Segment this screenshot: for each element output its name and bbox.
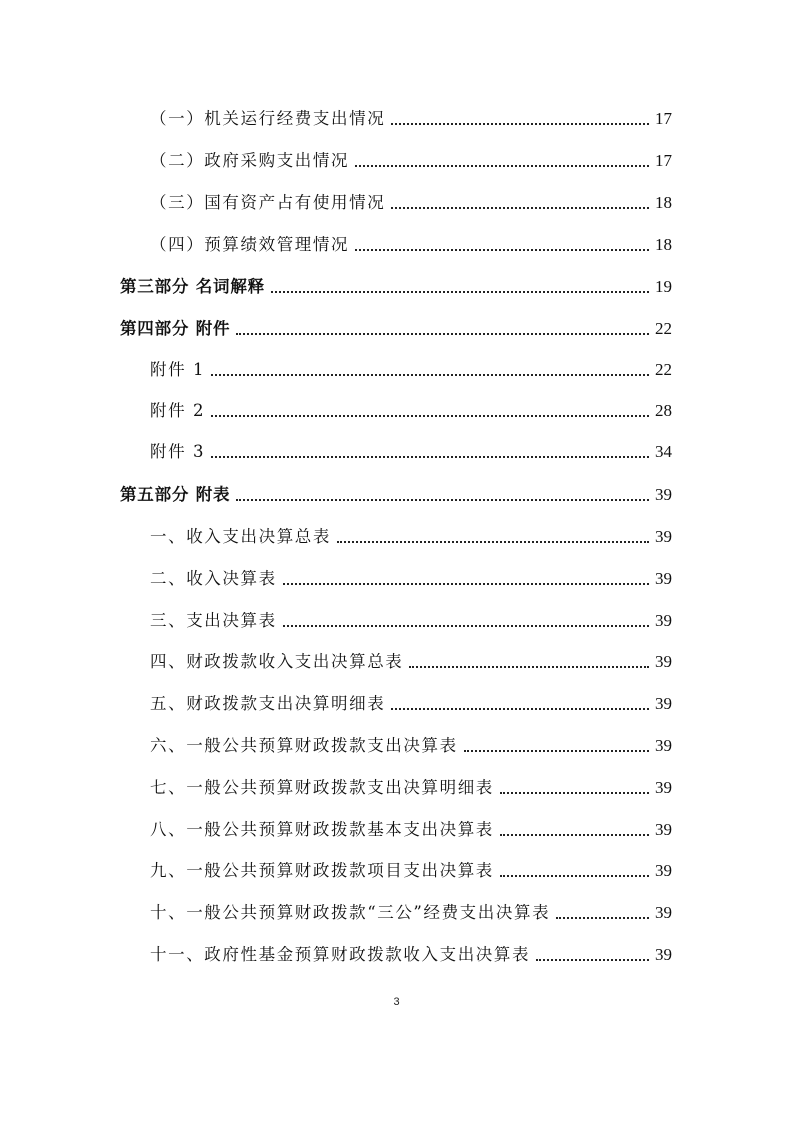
toc-dot-leader: [271, 291, 649, 293]
toc-dot-leader: [464, 750, 649, 752]
toc-entry-title: 十一、政府性基金预算财政拨款收入支出决算表: [150, 945, 531, 964]
toc-entry-page: 22: [655, 360, 672, 379]
toc-entry-page: 39: [655, 527, 672, 546]
toc-entry-content: [150, 602, 672, 632]
toc-entry[interactable]: [0, 476, 793, 506]
toc-entry-content: [150, 811, 672, 841]
toc-entry-title: 八、一般公共预算财政拨款基本支出决算表: [150, 820, 494, 839]
toc-entry-page: 39: [655, 778, 672, 797]
toc-entry-page: 39: [655, 569, 672, 588]
toc-entry-title: 九、一般公共预算财政拨款项目支出决算表: [150, 861, 494, 880]
toc-entry-title: （四）预算绩效管理情况: [150, 235, 350, 254]
toc-entry-content: [150, 100, 672, 130]
toc-entry[interactable]: [0, 894, 793, 924]
toc-entry-title: （三）国有资产占有使用情况: [150, 193, 386, 212]
toc-entry-title: 三、支出决算表: [150, 611, 277, 630]
toc-dot-leader: [391, 207, 649, 209]
toc-entry-page: 18: [655, 193, 672, 212]
toc-entry[interactable]: [0, 936, 793, 966]
toc-entry[interactable]: [0, 727, 793, 757]
toc-entry[interactable]: [0, 685, 793, 715]
toc-entry-page: 39: [655, 945, 672, 964]
toc-entry-title: 附件 2: [150, 401, 206, 420]
toc-entry-title: （二）政府采购支出情况: [150, 151, 350, 170]
toc-dot-leader: [211, 456, 649, 458]
toc-entry[interactable]: [0, 392, 793, 422]
toc-entry-content: [150, 226, 672, 256]
toc-entry-content: [150, 351, 672, 381]
toc-entry[interactable]: [0, 100, 793, 130]
toc-dot-leader: [500, 834, 649, 836]
toc-entry-title: 二、收入决算表: [150, 569, 277, 588]
toc-entry[interactable]: [0, 518, 793, 548]
toc-entry-content: [150, 560, 672, 590]
toc-entry-content: [150, 727, 672, 757]
toc-dot-leader: [211, 415, 649, 417]
toc-entry-page: 17: [655, 109, 672, 128]
toc-entry-content: [120, 476, 672, 506]
toc-dot-leader: [391, 123, 649, 125]
toc-dot-leader: [236, 333, 649, 335]
toc-entry-page: 18: [655, 235, 672, 254]
toc-entry-page: 17: [655, 151, 672, 170]
toc-entry-content: [150, 894, 672, 924]
toc-entry-title: 五、财政拨款支出决算明细表: [150, 694, 386, 713]
toc-entry-page: 39: [655, 611, 672, 630]
toc-entry[interactable]: [0, 433, 793, 463]
toc-dot-leader: [500, 792, 649, 794]
toc-entry[interactable]: [0, 184, 793, 214]
toc-entry-title: （一）机关运行经费支出情况: [150, 109, 386, 128]
toc-entry-page: 39: [655, 861, 672, 880]
toc-dot-leader: [355, 249, 649, 251]
toc-entry-page: 22: [655, 319, 672, 338]
toc-entry-content: [150, 392, 672, 422]
toc-entry[interactable]: [0, 310, 793, 340]
toc-entry-title: 十、一般公共预算财政拨款“三公”经费支出决算表: [150, 903, 551, 922]
toc-entry-content: [150, 518, 672, 548]
toc-entry-content: [150, 936, 672, 966]
toc-entry-title: 七、一般公共预算财政拨款支出决算明细表: [150, 778, 494, 797]
toc-entry-page: 28: [655, 401, 672, 420]
toc-dot-leader: [283, 625, 649, 627]
toc-entry-content: [120, 268, 672, 298]
toc-entry-content: [150, 643, 672, 673]
toc-entry-page: 39: [655, 820, 672, 839]
toc-entry-content: [150, 685, 672, 715]
toc-entry-content: [150, 184, 672, 214]
page-number: 3: [393, 996, 400, 1008]
toc-entry-content: [150, 433, 672, 463]
toc-entry-page: 34: [655, 442, 672, 461]
toc-entry-title: 六、一般公共预算财政拨款支出决算表: [150, 736, 458, 755]
toc-entry-title: 第五部分 附表: [120, 485, 231, 504]
toc-entry[interactable]: [0, 226, 793, 256]
toc-entry-title: 附件 1: [150, 360, 206, 379]
toc-entry-page: 39: [655, 485, 672, 504]
toc-entry-title: 四、财政拨款收入支出决算总表: [150, 652, 404, 671]
toc-entry-page: 39: [655, 694, 672, 713]
toc-dot-leader: [283, 583, 649, 585]
toc-dot-leader: [391, 708, 649, 710]
toc-entry-content: [120, 310, 672, 340]
toc-entry-page: 39: [655, 652, 672, 671]
toc-entry[interactable]: [0, 852, 793, 882]
toc-entry-page: 19: [655, 277, 672, 296]
toc-entry-title: 附件 3: [150, 442, 206, 461]
toc-dot-leader: [500, 875, 649, 877]
toc-dot-leader: [355, 165, 649, 167]
toc-entry[interactable]: [0, 811, 793, 841]
toc-dot-leader: [337, 541, 649, 543]
toc-dot-leader: [556, 917, 649, 919]
toc-entry-page: 39: [655, 736, 672, 755]
toc-dot-leader: [211, 374, 649, 376]
toc-dot-leader: [409, 666, 649, 668]
toc-entry-content: [150, 769, 672, 799]
toc-entry-title: 第三部分 名词解释: [120, 277, 265, 296]
toc-entry-content: [150, 142, 672, 172]
toc-entry-content: [150, 852, 672, 882]
toc-entry[interactable]: [0, 142, 793, 172]
toc-entry-title: 第四部分 附件: [120, 319, 231, 338]
toc-dot-leader: [236, 499, 649, 501]
toc-entry[interactable]: [0, 643, 793, 673]
toc-dot-leader: [536, 959, 649, 961]
toc-entry[interactable]: [0, 602, 793, 632]
toc-entry-title: 一、收入支出决算总表: [150, 527, 331, 546]
toc-entry[interactable]: [0, 769, 793, 799]
toc-entry[interactable]: [0, 560, 793, 590]
toc-entry[interactable]: [0, 351, 793, 381]
toc-entry[interactable]: [0, 268, 793, 298]
toc-entry-page: 39: [655, 903, 672, 922]
